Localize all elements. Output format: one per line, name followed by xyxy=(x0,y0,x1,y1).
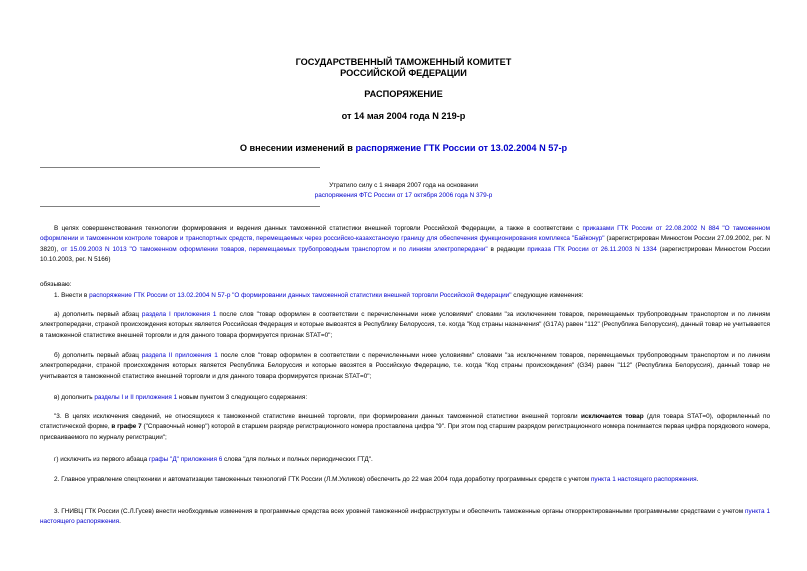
preamble-paragraph xyxy=(40,224,770,265)
link-section-2-app-1[interactable]: раздела II приложения 1 xyxy=(141,352,218,359)
item-b xyxy=(40,351,770,382)
item-g-text-2: слова "для полных и полных периодических ГТД". xyxy=(222,456,373,463)
item-v-text-2: новым пунктом 3 следующего содержания: xyxy=(177,394,308,401)
link-order-1334[interactable]: приказа ГТК России от 26.11.2003 N 1334 xyxy=(527,245,657,253)
item-b-text-1: б) дополнить первый абзац xyxy=(54,352,142,359)
org-name-line1: ГОСУДАРСТВЕННЫЙ ТАМОЖЕННЫЙ КОМИТЕТ xyxy=(295,57,512,67)
item-3-text-1: 3. ГНИВЦ ГТК России (С.Л.Гусев) внести необходимые изменения в программные средства всех уровней таможенной инфраструктуры и обеспечить таможенные органы откорректированными программными средствами с учетом xyxy=(54,508,746,515)
item-1 xyxy=(40,291,770,301)
preamble-text-1: В целях совершенствования технологии формирования и ведения данных таможенной статистики внешней торговли Российской Федерации, а также в соответствии с xyxy=(54,225,583,232)
link-section-1-app-1[interactable]: раздела I приложения 1 xyxy=(141,311,217,318)
quote-text-2: (для товара STAT=0), оформленный по статистической форме, xyxy=(40,413,771,431)
doc-title-link[interactable]: распоряжение ГТК России от 13.02.2004 N 57-р xyxy=(355,143,568,153)
obliged-line: обязываю: xyxy=(40,281,72,288)
status-note xyxy=(0,181,807,201)
org-name-line2: РОССИЙСКОЙ ФЕДЕРАЦИИ xyxy=(340,68,467,78)
link-item-1-a[interactable]: пункта 1 настоящего распоряжения xyxy=(590,476,697,483)
item-a xyxy=(40,310,770,341)
item-1-text-1: 1. Внести в xyxy=(54,292,90,299)
quote-bold-2: в графе 7 xyxy=(111,423,142,431)
item-3-text-2: . xyxy=(119,518,121,526)
link-order-884[interactable]: приказами ГТК России от 22.08.2002 N 884 "О таможенном оформлении и таможенном контроле товаров и транспортных средств, перемещаемых через российско-казахстанскую границу для обеспечения функционирования комплекса "Байконур" xyxy=(40,225,770,243)
preamble-text-2: (зарегистрирован Минюстом России 27.09.2002, рег. N 3820), xyxy=(40,235,770,253)
link-column-d-app-6[interactable]: графы "Д" приложения 6 xyxy=(148,456,223,463)
link-order-1013[interactable]: от 15.09.2003 N 1013 "О таможенном оформлении товаров, перемещаемых трубопроводным транспортом и по линиям электропередачи" xyxy=(60,245,488,253)
item-v-text-1: в) дополнить xyxy=(54,394,95,401)
item-g-text-1: г) исключить из первого абзаца xyxy=(54,456,149,463)
status-note-link[interactable]: распоряжения ФТС России от 17 октября 2006 года N 379-р xyxy=(314,192,493,199)
link-sections-app-1[interactable]: разделы I и II приложения 1 xyxy=(94,394,178,401)
preamble-text-4: (зарегистрирован Минюстом России 10.10.2003, рег. N 5166) xyxy=(40,245,770,263)
item-a-text-2: после слов "товар оформлен в соответствии с перечисленными ниже условиями" словами "за исключением товаров, перемещаемых трубопроводным транспортом и по линиям электропередачи, страной происхождения которых является Российская Федерация и которые вывозятся в Республику Белоруссия, т.е. когда "Код страны назначения" (G17A) равен "112" (Республика Белоруссия), данный товар не учитывается в таможенной статистике внешней торговли и для данного товара формируется признак STAT=0"; xyxy=(40,311,770,339)
doc-date-number: от 14 мая 2004 года N 219-р xyxy=(341,111,466,121)
quote-text-1: "3. В целях исключения сведений, не относящихся к таможенной статистике внешней торговли, при формировании данных таможенной статистики внешней торговли xyxy=(54,413,581,420)
doc-title-prefix: О внесении изменений в xyxy=(239,143,356,153)
doc-title xyxy=(0,143,807,154)
item-1-text-2: следующие изменения: xyxy=(511,292,584,299)
item-g xyxy=(40,455,770,465)
item-b-text-2: после слов "товар оформлен в соответствии с перечисленными ниже условиями" словами "за исключением товаров, перемещаемых трубопроводным транспортом и по линиям электропередачи, страной происхождения которых является Республика Белоруссия и которые ввозятся в Российскую Федерацию, т.е. когда "Код страны происхождения" (G34) равен "112" (Республика Белоруссия), данный товар не учитывается в таможенной статистике внешней торговли и для данного товара формируется признак STAT=0"; xyxy=(40,352,770,380)
item-2 xyxy=(40,475,770,485)
quote-item-3 xyxy=(40,412,770,443)
link-item-1-b[interactable]: пункта 1 настоящего распоряжения xyxy=(40,508,770,526)
item-3 xyxy=(40,507,770,528)
item-v xyxy=(40,393,770,403)
item-2-text-2: . xyxy=(696,476,699,483)
preamble-text-3: в редакции xyxy=(487,245,528,253)
status-note-line1: Утратило силу с 1 января 2007 года на основании xyxy=(329,182,478,189)
divider-bottom xyxy=(40,206,320,207)
doc-type: РАСПОРЯЖЕНИЕ xyxy=(364,89,443,99)
document-header xyxy=(0,57,807,79)
quote-text-3: ("Справочный номер") которой в старшем разряде регистрационного номера проставлена цифра "9". При этом под старшим разрядом регистрационного номера понимается первая цифра порядкового номера, присваиваемого по журналу регистрации"; xyxy=(40,423,771,441)
link-order-57[interactable]: распоряжение ГТК России от 13.02.2004 N 57-р "О формировании данных таможенной статистики внешней торговли Российской Федерации" xyxy=(89,292,512,299)
item-a-text-1: а) дополнить первый абзац xyxy=(54,311,142,318)
quote-bold-1: исключается товар xyxy=(580,413,644,420)
divider-top xyxy=(40,167,320,168)
item-2-text-1: 2. Главное управление спецтехники и автоматизации таможенных технологий ГТК России (Л.М.Укликов) обеспечить до 22 мая 2004 года доработку программных средств с учетом xyxy=(54,476,591,483)
